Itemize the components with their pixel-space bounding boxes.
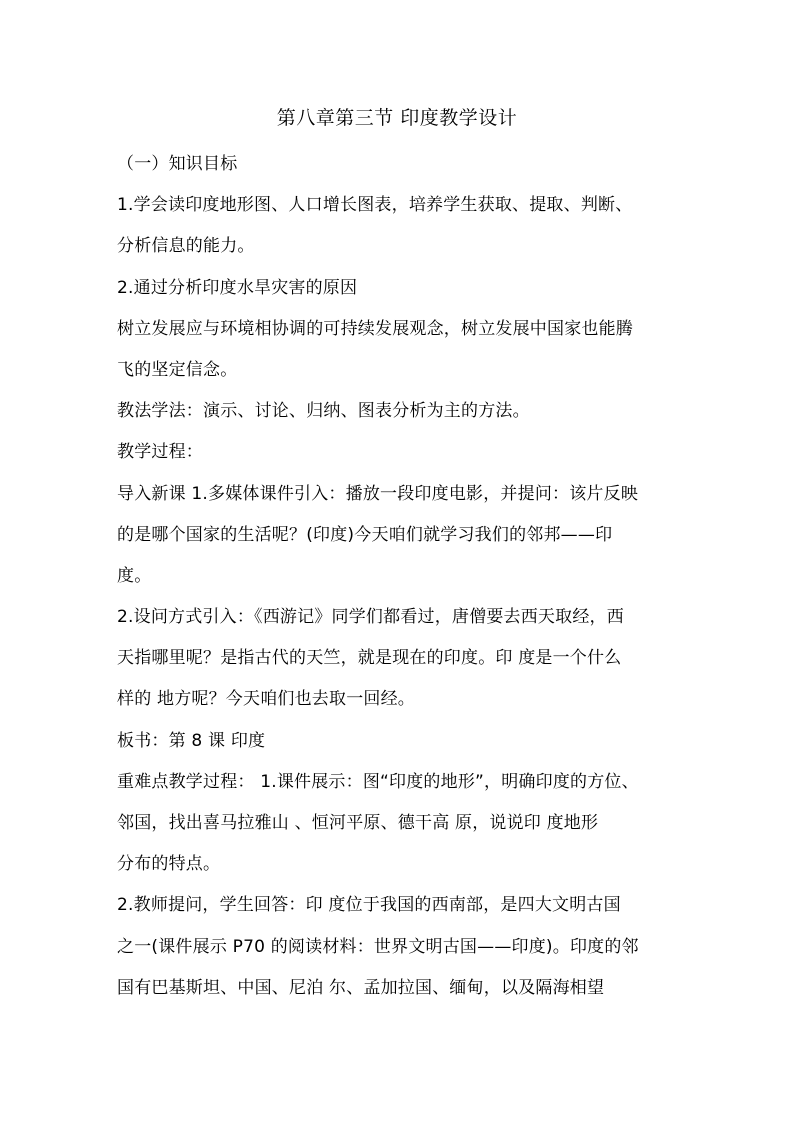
- section-heading-knowledge-goals: （一）知识目标: [117, 154, 238, 174]
- paragraph-line: 邻国，找出喜马拉雅山 、恒河平原、德干高 原，说说印 度地形: [117, 813, 599, 833]
- paragraph-line: 度。: [117, 565, 152, 586]
- paragraph-line: 样的 地方呢？今天咱们也去取一回经。: [117, 689, 416, 710]
- paragraph-line: 国有巴基斯坦、中国、尼泊 尔、孟加拉国、缅甸，以及隔海相望: [117, 977, 605, 998]
- paragraph-line: 分析信息的能力。: [117, 236, 255, 257]
- document-title: 第八章第三节 印度教学设计: [276, 107, 518, 129]
- teaching-process-heading: 教学过程：: [117, 442, 203, 463]
- paragraph-line: 飞的坚定信念。: [117, 359, 238, 380]
- paragraph-line: 2.设问方式引入：《西游记》同学们都看过，唐僧要去西天取经，西: [117, 607, 624, 628]
- paragraph-line: 导入新课 1.多媒体课件引入：播放一段印度电影，并提问：该片反映: [117, 483, 639, 504]
- paragraph-line: 2.教师提问，学生回答：印 度位于我国的西南部，是四大文明古国: [117, 895, 621, 916]
- paragraph-line: 2.通过分析印度水旱灾害的原因: [117, 277, 358, 298]
- paragraph-line: 1.学会读印度地形图、人口增长图表，培养学生获取、提取、判断、: [117, 195, 633, 216]
- paragraph-line: 之一(课件展示 P70 的阅读材料：世界文明古国——印度)。印度的邻: [117, 936, 639, 957]
- teaching-methods-line: 教法学法：演示、讨论、归纳、图表分析为主的方法。: [117, 401, 530, 422]
- blackboard-line: 板书：第 8 课 印度: [117, 730, 266, 751]
- paragraph-line: 天指哪里呢？是指古代的天竺，就是现在的印度。印 度是一个什么: [117, 648, 622, 669]
- paragraph-line: 树立发展应与环境相协调的可持续发展观念，树立发展中国家也能腾: [117, 318, 633, 339]
- paragraph-line: 重难点教学过程： 1.课件展示：图“印度的地形”，明确印度的方位、: [117, 771, 639, 792]
- paragraph-line: 的是哪个国家的生活呢？(印度)今天咱们就学习我们的邻邦——印: [117, 524, 613, 545]
- document-body: [117, 144, 687, 1009]
- paragraph-line: 分布的特点。: [117, 854, 221, 875]
